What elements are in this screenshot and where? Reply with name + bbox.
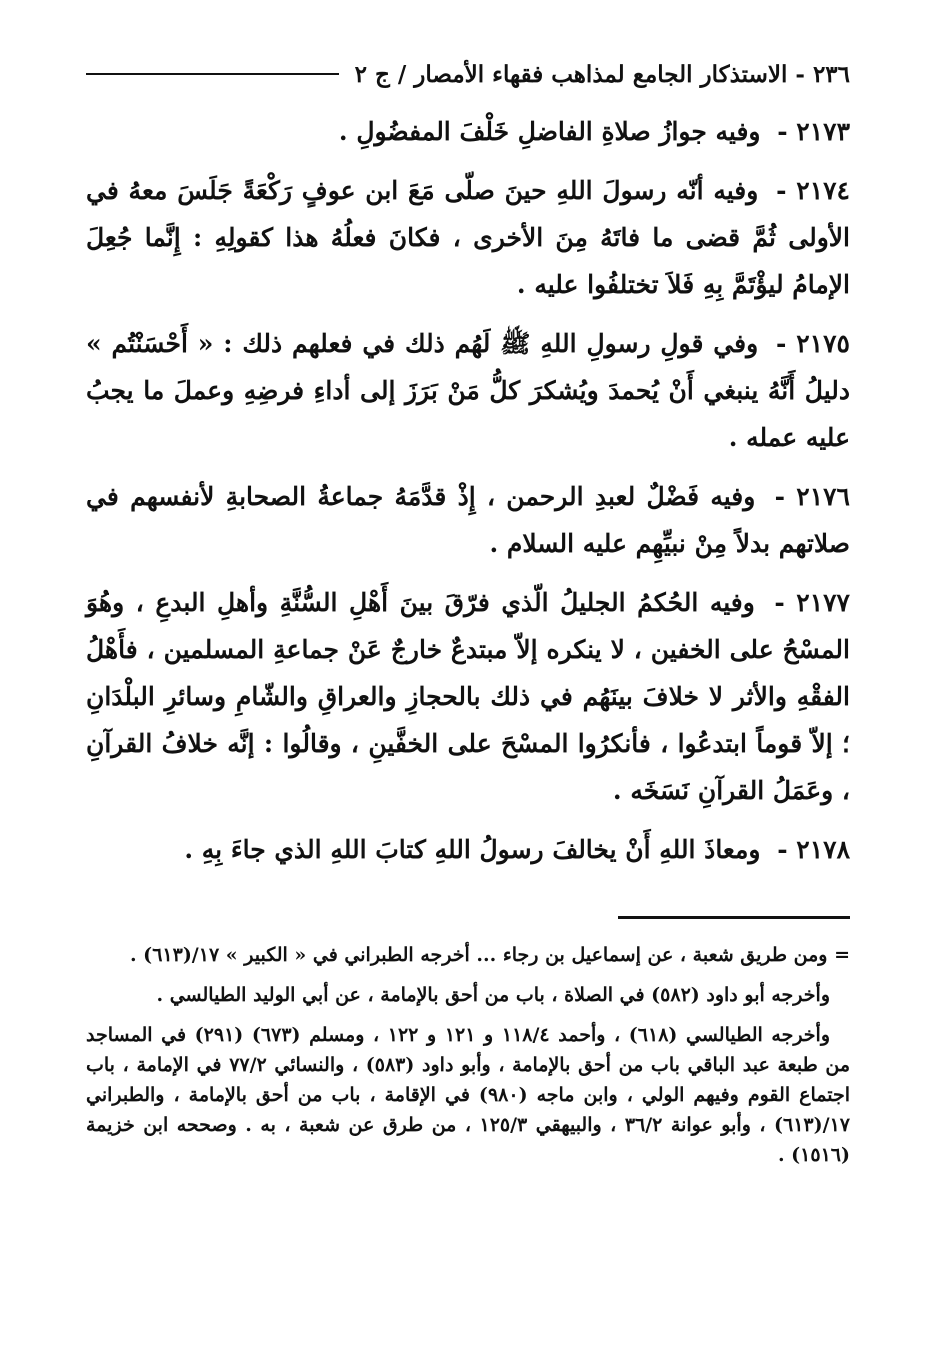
header-rule bbox=[86, 73, 339, 75]
header-title: ٢٣٦ - الاستذكار الجامع لمذاهب فقهاء الأمصار / ج ٢ bbox=[354, 60, 850, 88]
paragraph-2176 bbox=[86, 473, 850, 567]
paragraph-number: ٢١٧٤ - bbox=[776, 176, 850, 205]
paragraph-2174 bbox=[86, 167, 850, 308]
footnote-continuation: = ومن طريق شعبة ، عن إسماعيل بن رجاء ... أخرجه الطبراني في « الكبير » ١٧/(٦١٣) . bbox=[129, 944, 850, 966]
paragraph-2178 bbox=[86, 826, 850, 873]
paragraph-text: وفي قولِ رسولِ اللهِ ﷺ لَهُم ذلك في فعلهم ذلك : « أَحْسَنْتُم » دليلُ أَنَّهُ ينبغي أَنْ يُحمدَ ويُشكرَ كلُّ مَنْ بَرَزَ إلى أداءِ فرضِهِ وعملَ ما يجبُ عليه عمله . bbox=[86, 329, 850, 452]
running-header bbox=[86, 54, 850, 94]
paragraph-number: ٢١٧٨ - bbox=[777, 835, 850, 864]
paragraph-text: وفيه جوازُ صلاةِ الفاضلِ خَلْفَ المفضُولِ . bbox=[338, 117, 761, 146]
paragraph-2175 bbox=[86, 320, 850, 461]
paragraph-text: وفيه فَضْلٌ لعبدِ الرحمن ، إِذْ قدَّمَهُ جماعةُ الصحابةِ لأنفسهم في صلاتهم بدلاً مِنْ نبيِّهِم عليه السلام . bbox=[86, 482, 850, 558]
paragraph-text: وفيه الحُكمُ الجليلُ الّذي فرّقَ بينَ أَهْلِ السُّنَّةِ وأهلِ البدعِ ، وهُوَ المسْحُ على الخفين ، لا ينكره إلاّ مبتدعٌ خارجٌ عَنْ جماعةِ المسلمين ، فأَهْلُ الفقْهِ والأثر لا خلافَ بينَهُم في ذلك بالحجازِ والعراقِ والشّامِ وسائرِ البلْدَانِ ؛ إلاّ قوماً ابتدعُوا ، فأنكرُوا المسْحَ على الخفَّينِ ، وقالُوا : إنَّه خلافُ القرآنِ ، وعَمَلُ القرآنِ نَسَخَه . bbox=[86, 588, 850, 805]
footnotes bbox=[86, 940, 850, 1180]
footnote-entry: وأخرجه الطيالسي (٦١٨) ، وأحمد ١١٨/٤ و ١٢١ و ١٢٢ ، ومسلم (٦٧٣) (٢٩١) في المساجد من طبعة عبد الباقي باب من أحق بالإمامة ، وأبو داود (٥٨٣) ، والنسائي ٧٧/٢ في الإمامة ، باب اجتماع القوم وفيهم الولي ، وابن ماجه (٩٨٠) في الإقامة ، باب من أحق بالإمامة ، والطبراني ١٧/(٦١٣) ، وأبو عوانة ٣٦/٢ ، والبيهقي ١٢٥/٣ ، من طرق عن شعبة ، به . وصححه ابن خزيمة (١٥١٦) . bbox=[86, 1024, 851, 1166]
paragraph-text: وفيه أنّه رسولَ اللهِ حينَ صلّى مَعَ ابن عوفٍ رَكْعَةً جَلَسَ معهُ في الأولى ثُمَّ قضى ما فاتَهُ مِنَ الأخرى ، فكانَ فعلُهُ هذا كقولِهِ : إِنَّما جُعِلَ الإمامُ ليؤْتَمَّ بِهِ فَلاَ تختلفُوا عليه . bbox=[86, 176, 850, 299]
paragraph-number: ٢١٧٦ - bbox=[774, 482, 850, 511]
paragraph-number: ٢١٧٥ - bbox=[776, 329, 850, 358]
paragraph-text: ومعاذَ اللهِ أَنْ يخالفَ رسولُ اللهِ كتابَ اللهِ الذي جاءَ بِهِ . bbox=[184, 835, 761, 864]
main-text bbox=[86, 108, 850, 885]
paragraph-number: ٢١٧٣ - bbox=[777, 117, 850, 146]
paragraph-number: ٢١٧٧ - bbox=[774, 588, 850, 617]
paragraph-2177 bbox=[86, 579, 850, 814]
paragraph-2173 bbox=[86, 108, 850, 155]
footnote-entry: وأخرجه أبو داود (٥٨٢) في الصلاة ، باب من أحق بالإمامة ، عن أبي الوليد الطيالسي . bbox=[156, 984, 830, 1006]
footnote-separator bbox=[618, 916, 850, 919]
